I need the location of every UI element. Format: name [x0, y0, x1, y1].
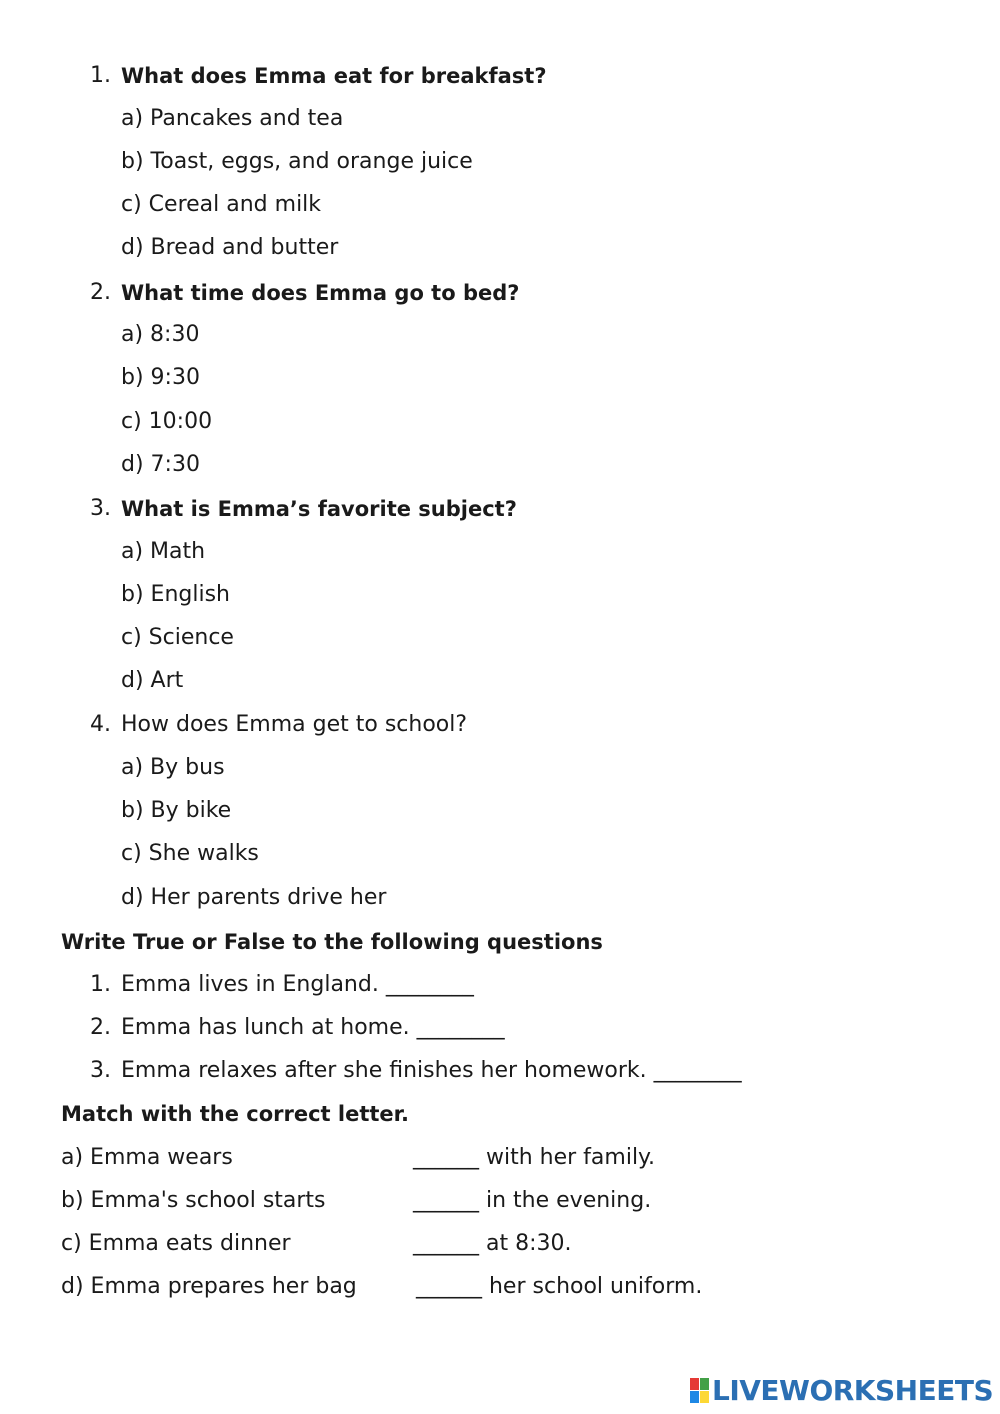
match-right-item[interactable]: ______ with her family.: [413, 1145, 655, 1170]
section-heading-true-false: Write True or False to the following questions: [61, 930, 603, 954]
liveworksheets-logo: [690, 1374, 993, 1408]
match-right-item[interactable]: ______ her school uniform.: [416, 1274, 703, 1299]
statement-number: 1.: [90, 972, 111, 997]
question-text: How does Emma get to school?: [121, 712, 468, 737]
answer-option[interactable]: a) 8:30: [121, 322, 200, 347]
question-number: 3.: [90, 496, 111, 521]
match-left-item: d) Emma prepares her bag: [61, 1274, 357, 1299]
answer-option[interactable]: d) Art: [121, 668, 184, 693]
answer-option[interactable]: b) By bike: [121, 798, 232, 823]
answer-option[interactable]: d) Bread and butter: [121, 235, 339, 260]
answer-option[interactable]: b) English: [121, 582, 230, 607]
answer-option[interactable]: c) Cereal and milk: [121, 192, 322, 217]
section-heading-matching: Match with the correct letter.: [61, 1102, 409, 1126]
answer-option[interactable]: d) 7:30: [121, 452, 200, 477]
question-text: What does Emma eat for breakfast?: [121, 64, 547, 88]
question-number: 2.: [90, 280, 111, 305]
answer-option[interactable]: d) Her parents drive her: [121, 885, 387, 910]
true-false-statement[interactable]: Emma has lunch at home. ________: [121, 1015, 505, 1040]
answer-option[interactable]: c) She walks: [121, 841, 259, 866]
question-text: What time does Emma go to bed?: [121, 281, 520, 305]
match-right-item[interactable]: ______ in the evening.: [413, 1188, 652, 1213]
answer-option[interactable]: a) By bus: [121, 755, 225, 780]
answer-option[interactable]: a) Pancakes and tea: [121, 106, 344, 131]
match-left-item: b) Emma's school starts: [61, 1188, 326, 1213]
question-text: What is Emma’s favorite subject?: [121, 497, 517, 521]
match-left-item: c) Emma eats dinner: [61, 1231, 291, 1256]
answer-option[interactable]: c) 10:00: [121, 409, 213, 434]
answer-option[interactable]: b) Toast, eggs, and orange juice: [121, 149, 473, 174]
match-left-item: a) Emma wears: [61, 1145, 233, 1170]
answer-option[interactable]: b) 9:30: [121, 365, 200, 390]
true-false-statement[interactable]: Emma lives in England. ________: [121, 972, 474, 997]
match-right-item[interactable]: ______ at 8:30.: [413, 1231, 572, 1256]
question-number: 4.: [90, 712, 111, 737]
statement-number: 2.: [90, 1015, 111, 1040]
statement-number: 3.: [90, 1058, 111, 1083]
answer-option[interactable]: c) Science: [121, 625, 234, 650]
logo-text: LIVEWORKSHEETS: [712, 1374, 994, 1407]
question-number: 1.: [90, 63, 111, 88]
logo-blocks-icon: [690, 1378, 710, 1404]
true-false-statement[interactable]: Emma relaxes after she finishes her homework. ________: [121, 1058, 742, 1083]
answer-option[interactable]: a) Math: [121, 539, 206, 564]
